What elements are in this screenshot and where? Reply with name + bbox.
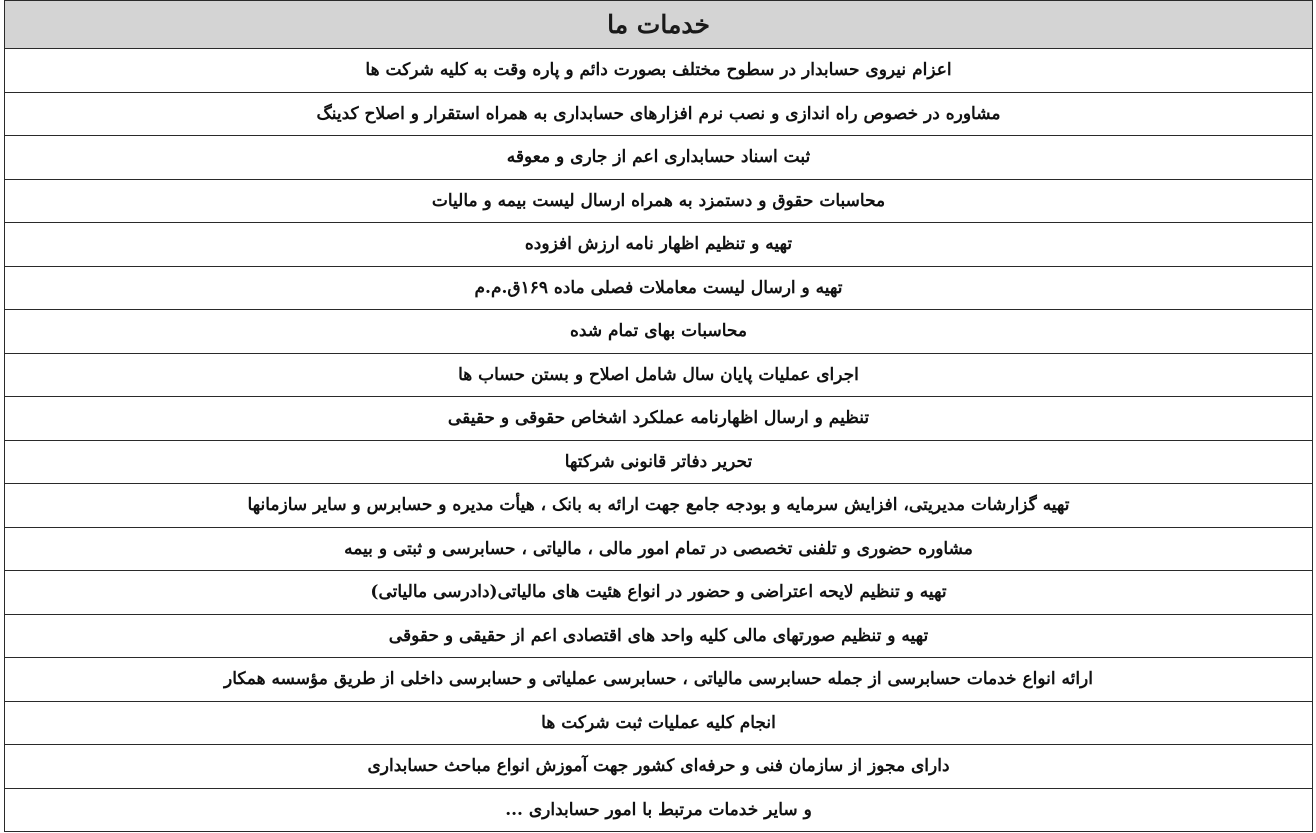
service-item: محاسبات حقوق و دستمزد به همراه ارسال لیست بیمه و مالیات <box>5 179 1313 223</box>
service-item: تهیه گزارشات مدیریتی، افزایش سرمایه و بودجه جامع جهت ارائه به بانک ، هیأت مدیره و حسابرس و سایر سازمانها <box>5 484 1313 528</box>
table-row <box>5 658 1313 702</box>
table-row <box>5 397 1313 441</box>
table-row <box>5 527 1313 571</box>
table-row <box>5 353 1313 397</box>
service-item: محاسبات بهای تمام شده <box>5 310 1313 354</box>
table-row <box>5 92 1313 136</box>
service-item: ارائه انواع خدمات حسابرسی از جمله حسابرسی مالیاتی ، حسابرسی عملیاتی و حسابرسی داخلی از طریق مؤسسه همکار <box>5 658 1313 702</box>
service-item: تحریر دفاتر قانونی شرکتها <box>5 440 1313 484</box>
table-row <box>5 179 1313 223</box>
table-row <box>5 266 1313 310</box>
service-item: انجام کلیه عملیات ثبت شرکت ها <box>5 701 1313 745</box>
service-item: اجرای عملیات پایان سال شامل اصلاح و بستن حساب ها <box>5 353 1313 397</box>
table-row <box>5 223 1313 267</box>
table-row <box>5 484 1313 528</box>
table-row <box>5 614 1313 658</box>
service-item: مشاوره در خصوص راه اندازی و نصب نرم افزارهای حسابداری به همراه استقرار و اصلاح کدینگ <box>5 92 1313 136</box>
service-item: تهیه و تنظیم صورتهای مالی کلیه واحد های اقتصادی اعم از حقیقی و حقوقی <box>5 614 1313 658</box>
table-title: خدمات ما <box>5 1 1313 49</box>
table-row <box>5 745 1313 789</box>
service-item: تهیه و تنظیم لایحه اعتراضی و حضور در انواع هئیت های مالیاتی(دادرسی مالیاتی) <box>5 571 1313 615</box>
service-item: اعزام نیروی حسابدار در سطوح مختلف بصورت دائم و پاره وقت به کلیه شرکت ها <box>5 49 1313 93</box>
table-row <box>5 136 1313 180</box>
table-row <box>5 310 1313 354</box>
table-row <box>5 788 1313 832</box>
services-table <box>4 0 1313 832</box>
service-item: تهیه و ارسال لیست معاملات فصلی ماده ۱۶۹ق.م.م <box>5 266 1313 310</box>
service-item: ثبت اسناد حسابداری اعم از جاری و معوقه <box>5 136 1313 180</box>
header-row <box>5 1 1313 49</box>
table-row <box>5 49 1313 93</box>
service-item: و سایر خدمات مرتبط با امور حسابداری ... <box>5 788 1313 832</box>
table-row <box>5 571 1313 615</box>
table-row <box>5 440 1313 484</box>
service-item: دارای مجوز از سازمان فنی و حرفه‌ای کشور جهت آموزش انواع مباحث حسابداری <box>5 745 1313 789</box>
service-item: مشاوره حضوری و تلفنی تخصصی در تمام امور مالی ، مالیاتی ، حسابرسی و ثبتی و بیمه <box>5 527 1313 571</box>
service-item: تهیه و تنظیم اظهار نامه ارزش افزوده <box>5 223 1313 267</box>
service-item: تنظیم و ارسال اظهارنامه عملکرد اشخاص حقوقی و حقیقی <box>5 397 1313 441</box>
table-row <box>5 701 1313 745</box>
